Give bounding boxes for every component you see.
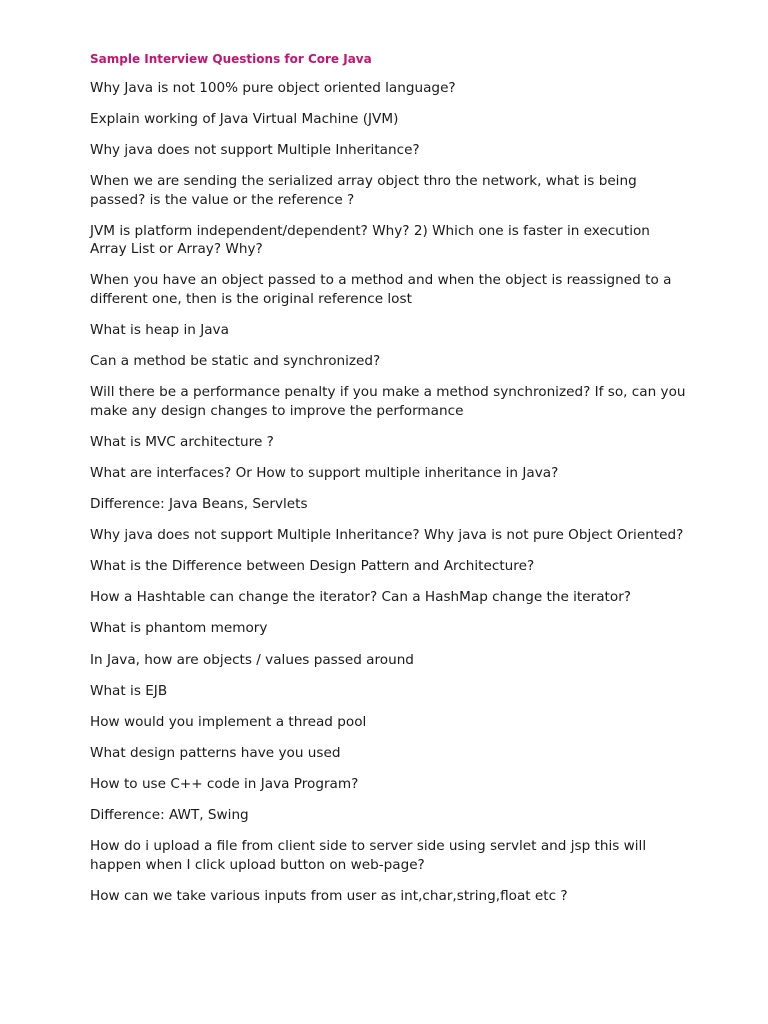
question-item: Difference: AWT, Swing [90,806,249,823]
question-item: What is phantom memory [90,620,268,637]
question-item: How to use C++ code in Java Program? [90,775,359,792]
question-item: What are interfaces? Or How to support multiple inheritance in Java? [90,464,559,481]
question-item: How would you implement a thread pool [90,713,367,730]
question-item: How can we take various inputs from user as int,char,string,float etc ? [90,887,568,904]
question-item: Why java does not support Multiple Inheritance? Why java is not pure Object Oriented? [90,527,684,544]
question-item: What is MVC architecture ? [90,433,274,450]
question-item: Explain working of Java Virtual Machine (JVM) [90,111,399,128]
question-item: How do i upload a file from client side to server side using servlet and jsp this will happen when I click upload button on web-page? [90,838,647,873]
question-item: When you have an object passed to a method and when the object is reassigned to a different one, then is the original reference lost [90,272,672,307]
document-title: Sample Interview Questions for Core Java [90,52,372,66]
question-item: Difference: Java Beans, Servlets [90,496,308,513]
question-item: JVM is platform independent/dependent? Why? 2) Which one is faster in execution Array List or Array? Why? [90,222,650,258]
question-item: Will there be a performance penalty if you make a method synchronized? If so, can you make any design changes to improve the performance [90,384,686,419]
question-item: When we are sending the serialized array object thro the network, what is being passed? is the value or the reference ? [90,173,637,208]
question-item: What is EJB [90,682,168,699]
question-item: What is the Difference between Design Pattern and Architecture? [90,558,535,575]
question-item: How a Hashtable can change the iterator? Can a HashMap change the iterator? [90,589,631,606]
question-list [90,79,690,905]
question-item: Why Java is not 100% pure object oriented language? [90,80,456,96]
document-page [90,50,690,918]
question-item: What design patterns have you used [90,744,341,761]
question-item: In Java, how are objects / values passed around [90,651,414,668]
question-item: Can a method be static and synchronized? [90,353,381,370]
question-item: Why java does not support Multiple Inheritance? [90,142,420,159]
question-item: What is heap in Java [90,322,229,339]
